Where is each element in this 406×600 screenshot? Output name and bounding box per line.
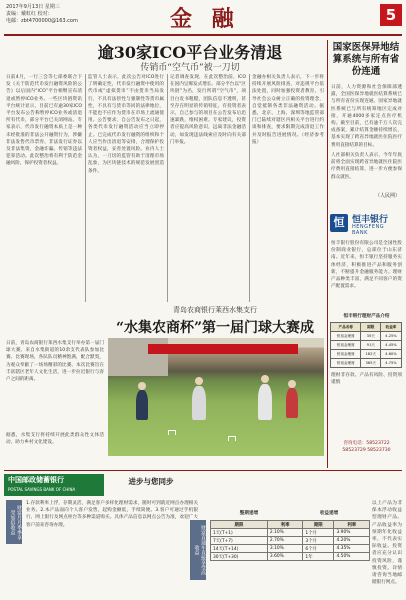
bank-intro: 恒丰银行股份有限公司是全国性股份制商业银行，总部位于山东济南。近年来，恒丰银行坚持服务实体经济，积极推进产品和服务创新，不断提升金融服务能力。理财产品种类丰富，满足不同客户的资产配置需求。 [331,241,402,290]
page-header [0,0,406,38]
product-rate: 4.60% [381,350,402,359]
header-meta [6,4,78,25]
postal-bank-name: 中国邮政储蓄银行 [8,476,64,484]
photo-player [136,390,148,420]
section-title: 金 融 [170,6,240,32]
table-row [331,350,402,359]
product-name: 恒裕金理财 [331,332,361,341]
rate-value: 3.10% [267,545,303,553]
rates-col-header: 利率 [334,521,370,529]
table-row [331,341,402,350]
gateball-photo [108,338,324,456]
sidebar-body: 日前，人力资源和社会保障部透露，全国医保异地就医结算系统已与所有省份实现连通。国家异地就医系统已与所有统筹地区完成对接，开通4000多家定点医疗机构。截至目前，已有逾千万人次完成备案，累计结算金额持续增长，基本实现了跨省异地就医住院医疗费用直接结算的目标。 [331,85,402,148]
table-row [211,545,370,553]
rate-value: 2.70% [267,537,303,545]
rate-value: 2.10% [267,529,303,537]
lead-column-2: 监管人士表示，此次公告对ICO进行了明确定性，代币发行融资中使用的代币或“虚拟货币”不由货币当局发行，不具有法偿性与强制性等货币属性，不具有与货币等同的法律地位，不能也不应作为货币在市场上流通使用。公告要求，自公告发布之日起，各类代币发行融资活动应当立即停止。已完成代币发行融资的组织和个人应当作出清退等安排，合理保护投资者权益，妥善处置风险。业内人士认为，一刀切的监管有助于清理市场乱象，为区块链技术的规范发展创造条件。 [88,75,164,174]
section-rule [4,470,402,471]
postal-vertical-tag: 财富月月季季享受加倍收益 [6,500,22,544]
rate-value: 4.50% [334,553,370,561]
photo-player-head [195,377,203,385]
rate-term: 30天(T+30) [211,553,268,561]
sidebar-body-2: 人社部相关负责人表示，今年年底前将全面实现跨省异地就医住院医疗费用直接结算，进一步方便参保群众就医。 [331,153,402,180]
product-term: 91天 [361,341,381,350]
rates-col-header: 期限 [211,521,268,529]
rates-col-header: 期限 [303,521,334,529]
product-rate: 4.45% [381,341,402,350]
rate-term: 7天(T+7) [211,537,268,545]
rate-term: 6个月 [303,545,334,553]
postal-right-column: 以上产品为非保本浮动收益型理财产品。产品收益率为预期年化收益率，不代表实际收益。投资者应充分认识投资风险，谨慎投资。详情请咨询当地邮储银行网点。 [372,501,402,586]
product-name: 恒裕金理财 [331,350,361,359]
rates-col-header: 利率 [267,521,303,529]
product-col-header: 期限 [361,323,381,332]
rate-term: 1天(T+1) [211,529,268,537]
rate-value: 4.35% [334,545,370,553]
product-col-header: 收益率 [381,323,402,332]
product-term: 182天 [361,350,381,359]
photo-kicker: 青岛农商银行莱西水集支行 [173,306,257,314]
gateball-gate [168,430,176,435]
page-number: 5 [380,4,402,26]
column-divider [167,74,168,302]
photo-player-head [138,382,146,390]
photo-player [286,388,298,418]
email-line: 电邮：zbt4700000@163.com [6,18,78,24]
rate-term: 1年 [303,553,334,561]
column-divider [85,74,86,302]
product-rate: 4.25% [381,332,402,341]
postal-body: 1.存款利率上浮，存期灵活，满足客户多样化理财需求，随时可到就近网点办理相关业务。2.本产品面向个人客户发售，起购金额低，手续简便。3.客户可通过手机银行、网上银行及网点柜台等多种渠道购买。具体产品信息以网点公告为准，欢迎广大客户前来咨询办理。 [26,501,198,528]
product-disclaimer: 理财非存款、产品有风险、投资须谨慎 [331,373,402,386]
rates-table [210,520,370,561]
header-rule [4,34,402,36]
lead-column-1: 日前4月，一行三会等七部委联合下发《关于防范代币发行融资风险的公告》以后国内“ICO”平台相继宣布清退或暂停ICO业务。一些区块链资讯平台统计显示，目前已有逾30家ICO平台发布公告称暂停ICO业务或清退所有代币，部分平台已关闭网站。专家表示，代币发行融资本质上是一种未经批准的非法公开融资行为，涉嫌非法发售代币票券、非法发行证券以及非法集资、金融诈骗、传销等违法犯罪活动。此次整治将有利于防范金融风险，保护投资者权益。 [6,75,82,167]
product-term: 365天 [361,359,381,368]
lead-column-3: 记者调查发现，在此次整治前，ICO在国内呈爆发式增长。部分平台以“区块链”为名，发行所谓“空气币”，项目白皮书粗糙，团队信息不透明，甚至存在明显的传销特征。有投资者表示，自己参与的项目在公告发布后迅速暴跌，维权困难。专家建议，投资者应提高风险意识，远离非法金融活动，如发现违法线索应及时向有关部门举报。 [170,75,246,145]
column-divider [249,74,250,302]
contact-phones: 咨询电话：58523722 58523729 58523730 [342,441,391,454]
photo-player [258,384,272,420]
gateball-gate [228,436,236,441]
lead-column-4: 金融办相关负责人表示，下一步将持续开展风险排查，对违规平台依法处置，同时加强投资者教育，引导社会公众树立正确的投资理念，自觉抵制各类非法融资活动。据悉，北京、上海、深圳等地监管部门已陆续对辖区内相关平台进行约谈和排查，要求限期完成清退工作并及时报告进展情况。（经济参考报） [252,75,324,145]
bank-name: 恒丰银行 [352,215,389,225]
postal-slogan: 进步与您同步 [128,477,174,486]
photo-headline: “水集农商杯”第一届门球大赛成 [115,320,315,336]
rate-term: 14天(T+14) [211,545,268,553]
product-term: 35天 [361,332,381,341]
lead-subhead: 传销币“空气币”被一刀切 [140,63,240,73]
table-row [211,553,370,561]
sidebar-source: （人民网） [374,193,400,199]
product-table-title: 恒丰银行理财产品介绍 [343,314,390,319]
editor-line: 责编：戴虹红 校对： [6,11,53,17]
lead-headline: 逾30家ICO平台业务清退 [97,43,283,62]
postal-bank-banner [4,474,104,496]
photo-caption-2: 据悉，水集支行将持续开展此类群众性文体活动，助力乡村文化建设。 [6,433,104,446]
bank-name-en: HENGFENG BANK [352,224,385,236]
table-row [331,359,402,368]
photo-banner [148,344,298,354]
table-row [331,332,402,341]
photo-player-head [261,375,269,383]
product-col-header: 产品名称 [331,323,361,332]
bank-logo-icon: 恒 [330,214,348,232]
rate-value: 4.20% [334,537,370,545]
product-table [330,322,402,368]
table-row [211,537,370,545]
rate-term: 1个月 [303,529,334,537]
sidebar-divider [327,40,328,468]
postal-vertical-tag-2: 财富直通车直接享受高收益 [190,520,206,580]
rates-title-1: 整期递增 [239,511,259,516]
photo-caption: 日前，青岛农商银行莱西水集支行举办第一届门球大赛。来自水集街道的10余支代表队参加比赛。比赛现场，各队队员精神饱满，配合默契，为观众奉献了一场场精彩的比赛。本次比赛旨在丰富辖区老年人文化生活，进一步拉近银行与客户之间的距离。 [6,341,104,383]
rate-value: 3.60% [267,553,303,561]
product-name: 恒裕金理财 [331,359,361,368]
table-row [211,529,370,537]
product-rate: 4.75% [381,359,402,368]
product-name: 恒裕金理财 [331,341,361,350]
rate-term: 3个月 [303,537,334,545]
photo-player [192,386,206,420]
rates-title-2: 收益递增 [319,511,339,516]
issue-date: 2017年9月13日 星期三 [6,4,60,10]
hengfeng-bank-logo [330,212,402,238]
rate-value: 3.90% [334,529,370,537]
postal-bank-name-en: POSTAL SAVINGS BANK OF CHINA [8,487,76,492]
sidebar-headline: 国家医保异地结算系统与所有省份连通 [332,42,400,77]
photo-player-head [288,380,296,388]
